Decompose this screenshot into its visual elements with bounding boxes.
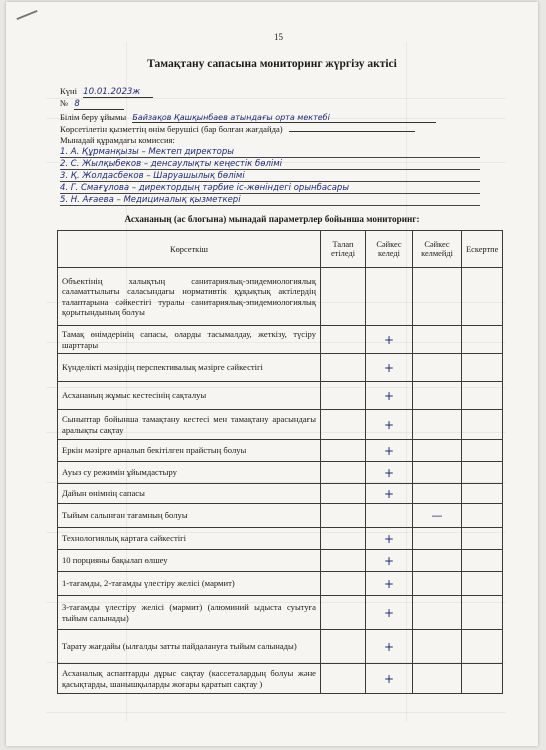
match-cell (366, 382, 413, 410)
indicator-cell: Тыйым салынған тағамның болуы (58, 504, 321, 528)
required-cell (321, 550, 366, 572)
required-cell (321, 572, 366, 596)
check-plus-mark: + (383, 417, 395, 432)
nomatch-cell (413, 410, 462, 440)
nomatch-cell (413, 382, 462, 410)
indicator-cell: 3-тағамды үлестіру желісі (мармит) (алюминий ыдыста суытуға тыйым салынады) (58, 596, 321, 630)
match-cell (366, 268, 413, 326)
section-subtitle: Асхананың (ас блогына) мынадай параметрлер бойынша мониторинг: (124, 214, 420, 224)
indicator-cell: Күнделікті мәзірдің перспективалық мәзірге сәйкестігі (58, 354, 321, 382)
note-cell (462, 504, 503, 528)
check-plus-mark: + (383, 531, 395, 546)
required-cell (321, 326, 366, 354)
check-plus-mark: + (383, 576, 395, 591)
indicator-cell: Технологиялық картаға сәйкестігі (58, 528, 321, 550)
note-cell (462, 462, 503, 484)
date-line (60, 86, 153, 98)
note-cell (462, 630, 503, 664)
match-cell (366, 572, 413, 596)
number-label: № (60, 98, 69, 108)
nomatch-cell (413, 504, 462, 528)
number-value: 8 (74, 99, 124, 110)
table-row (58, 484, 503, 504)
page-number: 15 (274, 32, 283, 42)
check-plus-mark: + (383, 486, 395, 501)
table-row (58, 326, 503, 354)
match-cell (366, 630, 413, 664)
indicator-cell: 10 порцияны бақылап өлшеу (58, 550, 321, 572)
nomatch-cell (413, 440, 462, 462)
nomatch-cell (413, 354, 462, 382)
indicator-cell: Сыныптар бойынша тамақтану кестесі мен тамақтану арасындағы аралықты сақтау (58, 410, 321, 440)
note-cell (462, 440, 503, 462)
required-cell (321, 484, 366, 504)
required-cell (321, 410, 366, 440)
nomatch-cell (413, 572, 462, 596)
required-cell (321, 462, 366, 484)
note-cell (462, 596, 503, 630)
note-cell (462, 354, 503, 382)
check-plus-mark: + (383, 553, 395, 568)
note-cell (462, 664, 503, 694)
commission-member-4: 4. Г. Смағұлова – директордың тәрбие іс-жөніндегі орынбасары (60, 183, 480, 194)
indicator-cell: Асхананың жұмыс кестесінің сақталуы (58, 382, 321, 410)
table-row (58, 630, 503, 664)
match-cell (366, 528, 413, 550)
check-plus-mark: + (383, 360, 395, 375)
table-row (58, 528, 503, 550)
note-cell (462, 572, 503, 596)
commission-member-2: 2. С. Жылқыбеков – денсаулықты кеңестік бөлімі (60, 159, 480, 170)
required-cell (321, 664, 366, 694)
required-cell (321, 504, 366, 528)
table-row (58, 268, 503, 326)
match-cell (366, 484, 413, 504)
monitoring-table (57, 230, 503, 694)
provider-value-blank (289, 131, 415, 132)
required-cell (321, 382, 366, 410)
indicator-cell: Тарату жағдайы (ылғалды затты пайдалануға тыйым салынады) (58, 630, 321, 664)
header-indicator: Көрсеткіш (58, 231, 321, 268)
note-cell (462, 410, 503, 440)
number-line (60, 98, 124, 110)
table-row (58, 410, 503, 440)
indicator-cell: Дайын өнімнің сапасы (58, 484, 321, 504)
check-plus-mark: + (383, 332, 395, 347)
note-cell (462, 382, 503, 410)
corner-mark (16, 10, 37, 20)
indicator-cell: 1-тағамды, 2-тағамды үлестіру желісі (мармит) (58, 572, 321, 596)
date-value: 10.01.2023ж (83, 87, 153, 98)
header-note: Ескертпе (462, 231, 503, 268)
required-cell (321, 630, 366, 664)
org-label: Білім беру ұйымы (60, 112, 127, 122)
nomatch-cell (413, 268, 462, 326)
indicator-cell: Ауыз су режимін ұйымдастыру (58, 462, 321, 484)
indicator-cell: Асханалық аспаптарды дұрыс сақтау (кассеталардың болуы және қасықтарды, шанышқыларды жоғары қаратып сақтау ) (58, 664, 321, 694)
required-cell (321, 268, 366, 326)
provider-line (60, 124, 415, 134)
table-row (58, 550, 503, 572)
note-cell (462, 528, 503, 550)
table-row (58, 504, 503, 528)
dash-mark: — (431, 509, 443, 522)
header-nomatch: Сәйкес келмейді (413, 231, 462, 268)
nomatch-cell (413, 550, 462, 572)
indicator-cell: Еркін мәзірге арналып бекітілген прайстың болуы (58, 440, 321, 462)
match-cell (366, 440, 413, 462)
nomatch-cell (413, 462, 462, 484)
required-cell (321, 354, 366, 382)
match-cell (366, 462, 413, 484)
document-page (6, 2, 538, 746)
header-match: Сәйкес келеді (366, 231, 413, 268)
match-cell (366, 326, 413, 354)
check-plus-mark: + (383, 465, 395, 480)
table-row (58, 572, 503, 596)
indicator-cell: Объектінің халықтың санитариялық-эпидемиологиялық саламаттылығы саласындағы нормативтік құқықтық актілердің талаптарына сәйкестігі туралы санитариялық-эпидемиологиялық қорытындының болуы (58, 268, 321, 326)
nomatch-cell (413, 326, 462, 354)
date-label: Күні (60, 86, 78, 96)
table-row (58, 664, 503, 694)
table-row (58, 354, 503, 382)
table-row (58, 440, 503, 462)
check-plus-mark: + (383, 639, 395, 654)
commission-member-1: 1. А. Құрманқызы – Мектеп директоры (60, 147, 480, 158)
note-cell (462, 268, 503, 326)
check-plus-mark: + (383, 388, 395, 403)
match-cell (366, 410, 413, 440)
required-cell (321, 528, 366, 550)
org-value: Байзақов Қашқынбаев атындағы орта мектебі (132, 113, 436, 123)
nomatch-cell (413, 630, 462, 664)
document-title: Тамақтану сапасына мониторинг жүргізу актісі (147, 58, 397, 70)
match-cell (366, 354, 413, 382)
required-cell (321, 596, 366, 630)
check-plus-mark: + (383, 605, 395, 620)
check-plus-mark: + (383, 443, 395, 458)
nomatch-cell (413, 664, 462, 694)
match-cell (366, 550, 413, 572)
nomatch-cell (413, 596, 462, 630)
provider-label: Көрсетілетін қызметтің өнім берушісі (бар болған жағдайда) (60, 124, 283, 134)
note-cell (462, 550, 503, 572)
table-header-row (58, 231, 503, 268)
match-cell (366, 504, 413, 528)
nomatch-cell (413, 528, 462, 550)
table-body (58, 268, 503, 694)
commission-label: Мынадай құрамдағы комиссия: (60, 135, 175, 145)
match-cell (366, 596, 413, 630)
commission-member-5: 5. Н. Ағаева – Медициналық қызметкері (60, 195, 480, 206)
required-cell (321, 440, 366, 462)
table-row (58, 382, 503, 410)
check-plus-mark: + (383, 671, 395, 686)
header-required: Талап етіледі (321, 231, 366, 268)
org-line (60, 112, 436, 123)
nomatch-cell (413, 484, 462, 504)
indicator-cell: Тамақ өнімдерінің сапасы, оларды тасымалдау, жеткізу, түсіру шарттары (58, 326, 321, 354)
note-cell (462, 484, 503, 504)
note-cell (462, 326, 503, 354)
table-row (58, 462, 503, 484)
commission-member-3: 3. Қ. Жолдасбеков – Шаруашылық бөлімі (60, 171, 480, 182)
match-cell (366, 664, 413, 694)
table-row (58, 596, 503, 630)
